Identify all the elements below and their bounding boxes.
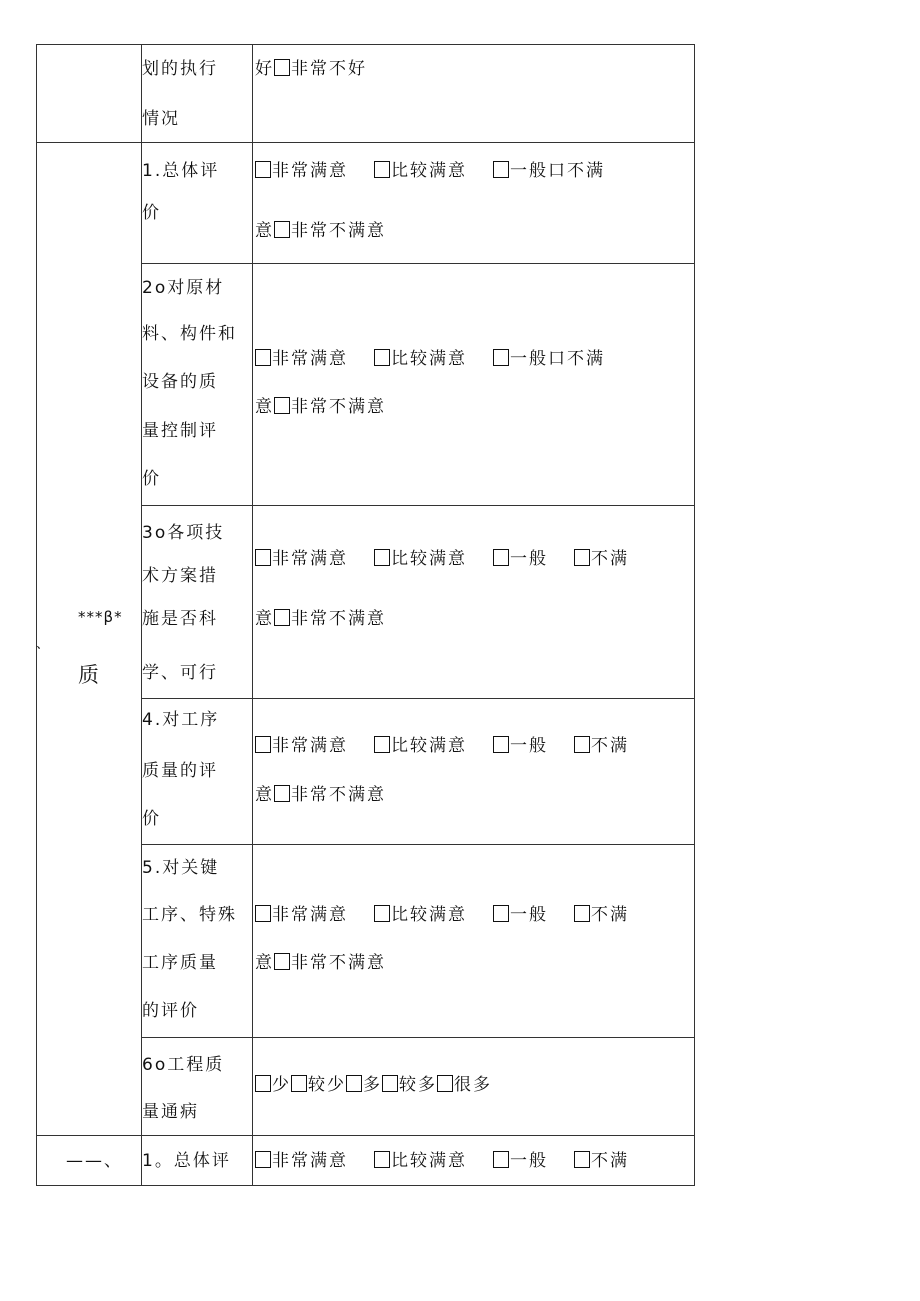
option-label: 意 (255, 397, 274, 417)
option-label: 比较满意 (391, 549, 467, 569)
checkbox[interactable] (574, 736, 590, 753)
checkbox[interactable] (255, 549, 271, 566)
table-col-divider-2 (252, 44, 253, 1186)
row-divider (141, 844, 695, 845)
option-line (255, 1074, 492, 1096)
row-label-line: 价 (142, 809, 161, 829)
checkbox[interactable] (374, 905, 390, 922)
option-line (255, 348, 605, 370)
quality-section-char: 质 (78, 663, 101, 687)
checkbox[interactable] (493, 161, 509, 178)
checkbox[interactable] (374, 736, 390, 753)
checkbox[interactable] (255, 736, 271, 753)
checkbox[interactable] (255, 161, 271, 178)
row-label-line: 价 (142, 469, 161, 489)
row-label-line: 3o各项技 (142, 523, 225, 543)
option-line (255, 784, 386, 806)
option-label: 很多 (454, 1075, 492, 1095)
option-label: 一般 (510, 549, 548, 569)
row-label-line: 1。总体评 (142, 1151, 231, 1171)
checkbox[interactable] (574, 905, 590, 922)
quality-section-stars: ***β* (78, 608, 123, 626)
quality-section-mark: 、 (36, 637, 51, 652)
row-label-line: 划的执行 (142, 59, 218, 79)
option-label: 比较满意 (391, 736, 467, 756)
row-divider (36, 142, 695, 143)
checkbox[interactable] (374, 161, 390, 178)
option-label: 较少 (308, 1075, 346, 1095)
option-label: 非常满意 (272, 161, 348, 181)
row-label-line: 量通病 (142, 1102, 199, 1122)
option-line (255, 952, 386, 974)
row-label-line: 料、构件和 (142, 324, 237, 344)
option-label: 意 (255, 221, 274, 241)
option-label: 少 (272, 1075, 291, 1095)
row-divider (141, 698, 695, 699)
checkbox[interactable] (437, 1075, 453, 1092)
option-label: 意 (255, 785, 274, 805)
row-label-line: 5.对关键 (142, 858, 220, 878)
evaluation-table (36, 44, 695, 1186)
option-label: 非常满意 (272, 1151, 348, 1171)
option-label: 不满 (591, 1151, 629, 1171)
option-label: 比较满意 (391, 905, 467, 925)
option-label: 非常不满意 (291, 397, 386, 417)
row-label-line: 6o工程质 (142, 1055, 225, 1075)
option-label: 比较满意 (391, 349, 467, 369)
option-label: 非常满意 (272, 349, 348, 369)
checkbox[interactable] (255, 905, 271, 922)
checkbox[interactable] (493, 905, 509, 922)
checkbox[interactable] (493, 736, 509, 753)
next-section-label: ——、 (66, 1151, 123, 1171)
option-label: 非常满意 (272, 549, 348, 569)
option-label: 不满 (591, 736, 629, 756)
option-label: 比较满意 (391, 1151, 467, 1171)
checkbox[interactable] (493, 549, 509, 566)
checkbox[interactable] (493, 349, 509, 366)
option-label: 意 (255, 609, 274, 629)
option-line (255, 396, 386, 418)
row-label-line: 2o对原材 (142, 278, 225, 298)
checkbox[interactable] (255, 1151, 271, 1168)
option-label: 非常不满意 (291, 785, 386, 805)
checkbox[interactable] (274, 221, 290, 238)
checkbox[interactable] (574, 549, 590, 566)
checkbox[interactable] (382, 1075, 398, 1092)
row-label-line: 量控制评 (142, 421, 218, 441)
row-label-line: 术方案措 (142, 566, 218, 586)
option-label: 好 (255, 59, 274, 79)
option-line (255, 220, 386, 242)
row-label-line: 1.总体评 (142, 161, 220, 181)
option-line (255, 548, 629, 570)
checkbox[interactable] (274, 59, 290, 76)
option-label: 较多 (399, 1075, 437, 1095)
option-line (255, 58, 367, 80)
option-label: 非常满意 (272, 736, 348, 756)
row-label-line: 情况 (142, 109, 180, 129)
row-divider (141, 1037, 695, 1038)
option-line (255, 1150, 629, 1172)
option-label: 非常满意 (272, 905, 348, 925)
option-label: 一般口不满 (510, 349, 605, 369)
checkbox[interactable] (374, 549, 390, 566)
table-border-top (36, 44, 695, 45)
option-label: 不满 (591, 549, 629, 569)
option-label: 一般 (510, 1151, 548, 1171)
table-border-left (36, 44, 37, 1186)
checkbox[interactable] (274, 397, 290, 414)
option-line (255, 160, 605, 182)
checkbox[interactable] (346, 1075, 362, 1092)
table-border-right (694, 44, 695, 1186)
row-divider (141, 263, 695, 264)
table-border-bottom (36, 1185, 695, 1186)
option-label: 比较满意 (391, 161, 467, 181)
option-label: 非常不好 (291, 59, 367, 79)
checkbox[interactable] (374, 1151, 390, 1168)
row-label-line: 学、可行 (142, 663, 218, 683)
option-label: 意 (255, 953, 274, 973)
row-label-line: 设备的质 (142, 372, 218, 392)
option-label: 非常不满意 (291, 953, 386, 973)
option-line (255, 608, 386, 630)
option-label: 非常不满意 (291, 221, 386, 241)
checkbox[interactable] (374, 349, 390, 366)
checkbox[interactable] (574, 1151, 590, 1168)
row-label-line: 施是否科 (142, 609, 218, 629)
option-label: 不满 (591, 905, 629, 925)
row-label-line: 4.对工序 (142, 710, 220, 730)
option-label: 一般 (510, 736, 548, 756)
row-divider (141, 505, 695, 506)
checkbox[interactable] (255, 349, 271, 366)
checkbox[interactable] (493, 1151, 509, 1168)
row-label-line: 质量的评 (142, 761, 218, 781)
checkbox[interactable] (274, 953, 290, 970)
checkbox[interactable] (291, 1075, 307, 1092)
option-label: 一般口不满 (510, 161, 605, 181)
option-line (255, 904, 629, 926)
row-label-line: 工序质量 (142, 953, 218, 973)
option-label: 多 (363, 1075, 382, 1095)
row-label-line: 工序、特殊 (142, 905, 237, 925)
checkbox[interactable] (274, 609, 290, 626)
row-divider (36, 1135, 695, 1136)
option-label: 一般 (510, 905, 548, 925)
option-line (255, 735, 629, 757)
checkbox[interactable] (274, 785, 290, 802)
row-label-line: 价 (142, 203, 161, 223)
checkbox[interactable] (255, 1075, 271, 1092)
row-label-line: 的评价 (142, 1001, 199, 1021)
option-label: 非常不满意 (291, 609, 386, 629)
